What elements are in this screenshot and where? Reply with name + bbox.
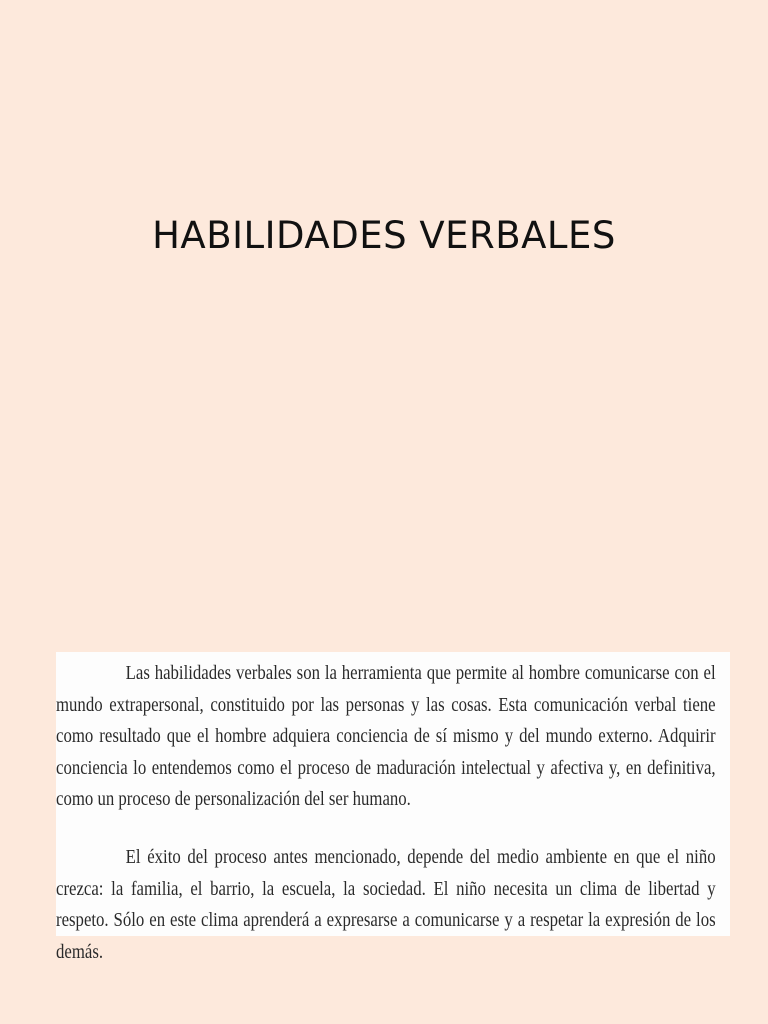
scanned-text-image — [56, 652, 730, 963]
scanned-paragraph-1: Las habilidades verbales son la herramienta que permite al hombre comunicarse con el mundo extrapersonal, constituido por las personas y las cosas. Esta comunicación verbal tiene como resultado que el hombre adquiera conciencia de sí mismo y del mundo externo. Adquirir conciencia lo entendemos como el proceso de maduración intelectual y afectiva y, en definitiva, como un proceso de personalización del ser humano. — [56, 663, 716, 810]
slide-title: HABILIDADES VERBALES — [152, 214, 616, 257]
scanned-paragraph-2: El éxito del proceso antes mencionado, depende del medio ambiente en que el niño crezca: la familia, el barrio, la escuela, la sociedad. El niño necesita un clima de libertad y respeto. Sólo en este clima aprenderá a expresarse a comunicarse y a respetar la expresión de los demás. — [56, 847, 716, 963]
